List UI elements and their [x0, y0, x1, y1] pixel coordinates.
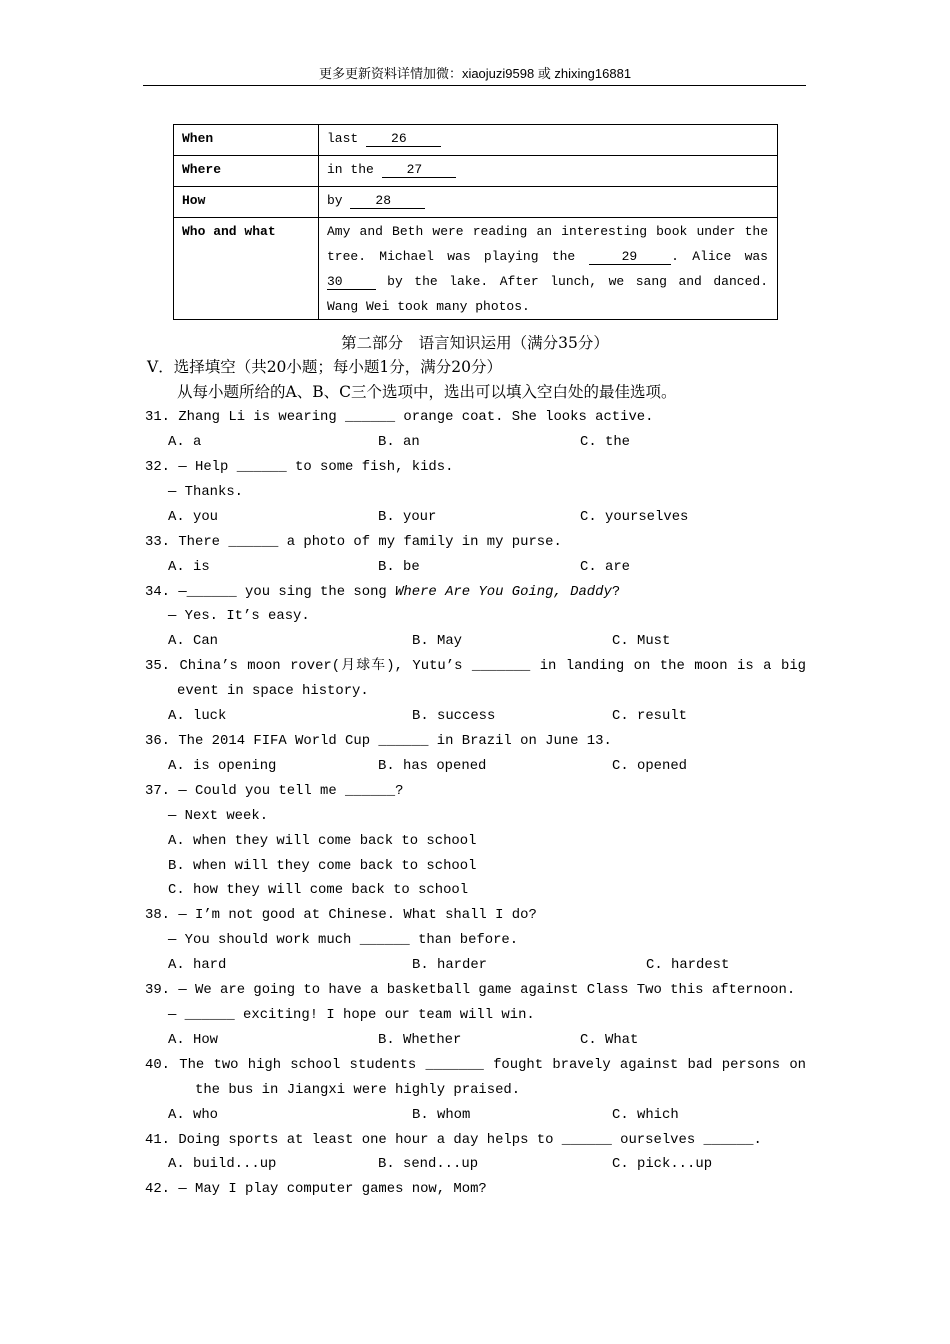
question-34-stem [0, 580, 950, 605]
value-text: by [327, 193, 343, 208]
question-35-stem: 35. China’s moon rover(月球车), Yutu’s _______ in landing on the moon is a big [145, 658, 806, 675]
question-32-option-b: B. your [378, 508, 437, 525]
question-40-option-c: C. which [612, 1106, 679, 1123]
part-title: 第二部分 语言知识运用（满分35分） [341, 333, 609, 352]
value-text: last [327, 131, 359, 146]
question-38-option-b: B. harder [412, 957, 488, 974]
question-35-options [0, 704, 950, 729]
question-32-option-c: C. yourselves [580, 508, 689, 525]
stem-text: ? [611, 583, 621, 600]
question-34-options [0, 629, 950, 654]
question-31-options [0, 430, 950, 455]
row-value [319, 125, 778, 156]
question-38-options [0, 953, 950, 978]
question-42-stem: 42. — May I play computer games now, Mom? [145, 1181, 487, 1198]
question-41-option-c: C. pick...up [612, 1156, 713, 1173]
question-34-option-a: A. Can [168, 633, 219, 650]
question-33-option-b: B. be [378, 558, 420, 575]
paragraph-text: . Alice was [671, 249, 768, 264]
paragraph-text: tree. Michael was playing the [327, 249, 576, 264]
question-section [0, 331, 950, 1203]
answer-blank-27: 27 [382, 162, 457, 178]
question-33-stem: 33. There ______ a photo of my family in my purse. [145, 533, 562, 550]
question-32-option-a: A. you [168, 508, 219, 525]
section-instruction: 从每小题所给的A、B、C三个选项中，选出可以填入空白处的最佳选项。 [177, 383, 677, 402]
question-40-stem: 40. The two high school students _______ fought bravely against bad persons on [145, 1056, 806, 1073]
paragraph-line-1: Amy and Beth were reading an interesting book under the [327, 224, 768, 239]
question-32-stem: 32. — Help ______ to some fish, kids. [145, 459, 454, 476]
question-31-option-a: A. a [168, 434, 202, 451]
page-header-note: 更多更新资料详情加微：xiaojuzi9598 或 zhixing16881 [318, 66, 632, 81]
question-35-option-a: A. luck [168, 708, 227, 725]
question-36-option-a: A. is opening [168, 757, 277, 774]
answer-blank-30: 30 [327, 274, 376, 290]
question-37-option-b: B. when will they come back to school [168, 857, 477, 874]
question-35-option-c: C. result [612, 708, 688, 725]
question-40-option-b: B. whom [412, 1106, 471, 1123]
section-heading: V．选择填空（共20小题；每小题1分，满分20分） [147, 358, 503, 377]
question-31-option-c: C. the [580, 434, 631, 451]
question-33-option-c: C. are [580, 558, 631, 575]
info-table [173, 124, 778, 320]
question-33-option-a: A. is [168, 558, 210, 575]
paragraph-line-2 [327, 244, 768, 269]
question-31-option-b: B. an [378, 434, 420, 451]
value-text: in the [327, 162, 374, 177]
question-37-stem: 37. — Could you tell me ______? [145, 782, 404, 799]
question-37-option-c: C. how they will come back to school [168, 882, 469, 899]
question-37-option-a: A. when they will come back to school [168, 832, 477, 849]
question-40-option-a: A. who [168, 1106, 219, 1123]
row-when [174, 125, 778, 156]
row-value [319, 187, 778, 218]
question-34-reply: — Yes. It’s easy. [168, 608, 310, 625]
question-32-reply: — Thanks. [168, 483, 244, 500]
question-39-reply: — ______ exciting! I hope our team will win. [168, 1006, 535, 1023]
question-41-stem: 41. Doing sports at least one hour a day helps to ______ ourselves ______. [145, 1131, 762, 1148]
row-label: When [174, 125, 319, 156]
song-title: Where Are You Going, Daddy [395, 583, 612, 600]
paragraph-line-3 [327, 269, 768, 294]
question-39-options [0, 1028, 950, 1053]
header-divider [143, 85, 806, 86]
question-40-stem-continued: the bus in Jiangxi were highly praised. [195, 1081, 521, 1098]
question-41-options [0, 1152, 950, 1177]
question-39-option-a: A. How [168, 1031, 219, 1048]
question-34-option-c: C. Must [612, 633, 671, 650]
question-38-option-a: A. hard [168, 957, 227, 974]
question-39-option-b: B. Whether [378, 1031, 462, 1048]
question-41-option-a: A. build...up [168, 1156, 277, 1173]
paragraph-line-4: Wang Wei took many photos. [327, 299, 530, 314]
row-where [174, 156, 778, 187]
question-36-options [0, 754, 950, 779]
answer-blank-28: 28 [350, 193, 425, 209]
question-39-stem: 39. — We are going to have a basketball game against Class Two this afternoon. [145, 982, 796, 999]
question-40-options [0, 1103, 950, 1128]
question-41-option-b: B. send...up [378, 1156, 479, 1173]
question-35-option-b: B. success [412, 708, 496, 725]
question-38-reply: — You should work much ______ than before. [168, 932, 519, 949]
question-39-option-c: C. What [580, 1031, 639, 1048]
row-value [319, 156, 778, 187]
question-35-stem-continued: event in space history. [177, 683, 369, 700]
row-who-and-what [174, 218, 778, 320]
row-label: Who and what [174, 218, 319, 320]
row-label: Where [174, 156, 319, 187]
row-label: How [174, 187, 319, 218]
answer-blank-29: 29 [589, 249, 672, 265]
question-32-options [0, 505, 950, 530]
row-how [174, 187, 778, 218]
question-38-stem: 38. — I’m not good at Chinese. What shall I do? [145, 907, 537, 924]
question-36-option-c: C. opened [612, 757, 688, 774]
question-31-stem: 31. Zhang Li is wearing ______ orange coat. She looks active. [145, 409, 654, 426]
question-34-option-b: B. May [412, 633, 463, 650]
question-36-option-b: B. has opened [378, 757, 487, 774]
question-38-option-c: C. hardest [646, 957, 730, 974]
row-value-paragraph [319, 218, 778, 320]
paragraph-text: by the lake. After lunch, we sang and danced. [387, 274, 768, 289]
answer-blank-26: 26 [366, 131, 441, 147]
question-36-stem: 36. The 2014 FIFA World Cup ______ in Brazil on June 13. [145, 733, 612, 749]
question-33-options [0, 555, 950, 580]
stem-text: 34. —______ you sing the song [145, 583, 396, 600]
question-37-reply: — Next week. [168, 807, 269, 824]
